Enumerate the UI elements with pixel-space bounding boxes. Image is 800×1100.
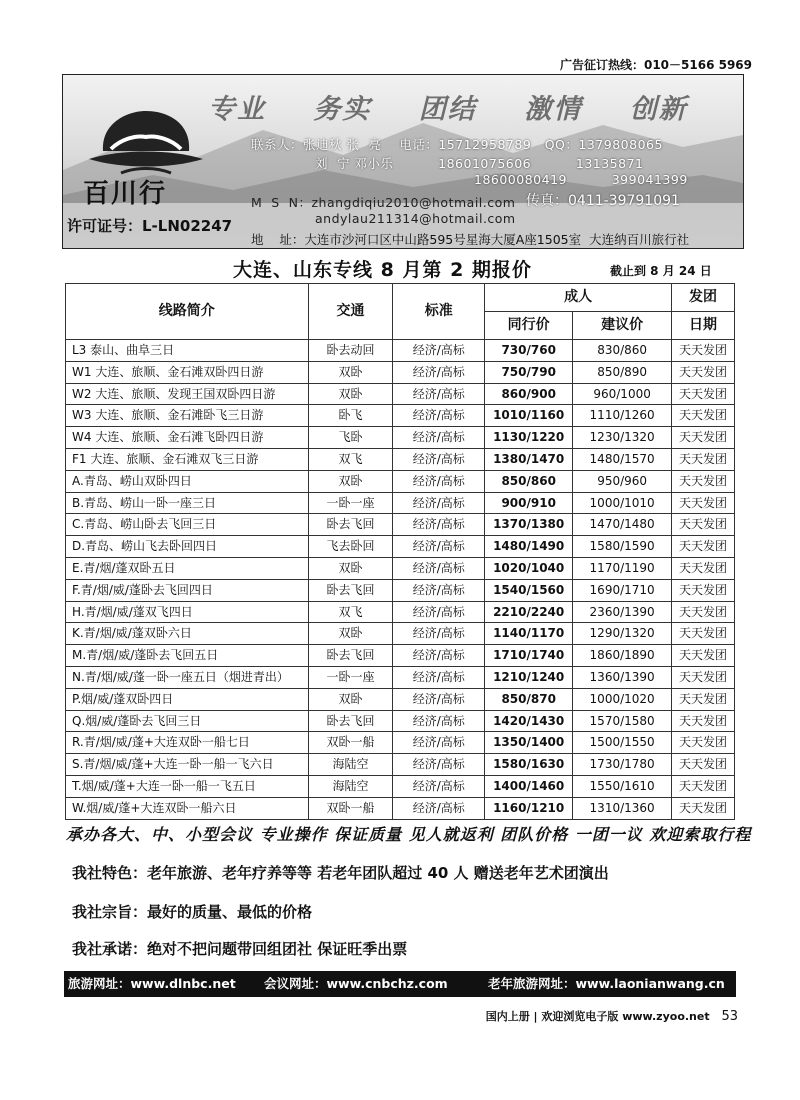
header-standard: 标准 bbox=[393, 284, 485, 340]
route-cell: F.青/烟/威/蓬卧去飞回四日 bbox=[66, 579, 309, 601]
transport-cell: 双卧一船 bbox=[308, 732, 393, 754]
transport-cell: 双卧 bbox=[308, 557, 393, 579]
meeting-website-link[interactable]: 会议网址：www.cnbchz.com bbox=[264, 976, 448, 991]
table-row bbox=[66, 797, 735, 819]
transport-cell: 卧去飞回 bbox=[308, 514, 393, 536]
route-cell: W3 大连、旅顺、金石滩卧飞三日游 bbox=[66, 405, 309, 427]
license-number: 许可证号：L-LN02247 bbox=[67, 217, 233, 235]
header-adult: 成人 bbox=[485, 284, 672, 312]
table-row bbox=[66, 405, 735, 427]
depart-cell: 天天发团 bbox=[672, 427, 735, 449]
suggest-price-cell: 1730/1780 bbox=[573, 754, 672, 776]
standard-cell: 经济/高标 bbox=[393, 427, 485, 449]
table-row bbox=[66, 383, 735, 405]
table-row bbox=[66, 732, 735, 754]
slogan: 专业 bbox=[208, 94, 266, 125]
suggest-price-cell: 1470/1480 bbox=[573, 514, 672, 536]
suggest-price-cell: 1290/1320 bbox=[573, 623, 672, 645]
standard-cell: 经济/高标 bbox=[393, 732, 485, 754]
peer-price-cell: 850/870 bbox=[485, 688, 573, 710]
peer-price-cell: 850/860 bbox=[485, 470, 573, 492]
transport-cell: 卧去飞回 bbox=[308, 645, 393, 667]
header-date: 日期 bbox=[672, 312, 735, 340]
route-cell: R.青/烟/威/蓬+大连双卧一船七日 bbox=[66, 732, 309, 754]
route-cell: L3 泰山、曲阜三日 bbox=[66, 340, 309, 362]
depart-cell: 天天发团 bbox=[672, 688, 735, 710]
table-row bbox=[66, 754, 735, 776]
standard-cell: 经济/高标 bbox=[393, 710, 485, 732]
depart-cell: 天天发团 bbox=[672, 666, 735, 688]
suggest-price-cell: 1550/1610 bbox=[573, 775, 672, 797]
suggest-price-cell: 1570/1580 bbox=[573, 710, 672, 732]
peer-price-cell: 1710/1740 bbox=[485, 645, 573, 667]
header-suggest-price: 建议价 bbox=[573, 312, 672, 340]
standard-cell: 经济/高标 bbox=[393, 557, 485, 579]
standard-cell: 经济/高标 bbox=[393, 623, 485, 645]
route-cell: W4 大连、旅顺、金石滩飞卧四日游 bbox=[66, 427, 309, 449]
depart-cell: 天天发团 bbox=[672, 645, 735, 667]
header-peer-price: 同行价 bbox=[485, 312, 573, 340]
standard-cell: 经济/高标 bbox=[393, 405, 485, 427]
route-cell: P.烟/威/蓬双卧四日 bbox=[66, 688, 309, 710]
peer-price-cell: 1140/1170 bbox=[485, 623, 573, 645]
price-table bbox=[65, 283, 735, 820]
depart-cell: 天天发团 bbox=[672, 623, 735, 645]
peer-price-cell: 2210/2240 bbox=[485, 601, 573, 623]
route-cell: M.青/烟/威/蓬卧去飞回五日 bbox=[66, 645, 309, 667]
route-cell: T.烟/威/蓬+大连一卧一船一飞五日 bbox=[66, 775, 309, 797]
depart-cell: 天天发团 bbox=[672, 448, 735, 470]
peer-price-cell: 1540/1560 bbox=[485, 579, 573, 601]
depart-cell: 天天发团 bbox=[672, 754, 735, 776]
travel-website-link[interactable]: 旅游网址：www.dlnbc.net bbox=[68, 976, 236, 991]
suggest-price-cell: 830/860 bbox=[573, 340, 672, 362]
table-row bbox=[66, 448, 735, 470]
table-row bbox=[66, 688, 735, 710]
ad-hotline: 广告征订热线：010－5166 5969 bbox=[559, 58, 752, 72]
suggest-price-cell: 1690/1710 bbox=[573, 579, 672, 601]
transport-cell: 双飞 bbox=[308, 448, 393, 470]
peer-price-cell: 1210/1240 bbox=[485, 666, 573, 688]
agency-promise: 我社承诺：绝对不把问题带回组团社 保证旺季出票 bbox=[72, 940, 408, 958]
standard-cell: 经济/高标 bbox=[393, 666, 485, 688]
depart-cell: 天天发团 bbox=[672, 405, 735, 427]
depart-cell: 天天发团 bbox=[672, 797, 735, 819]
transport-cell: 双卧 bbox=[308, 470, 393, 492]
table-row bbox=[66, 557, 735, 579]
depart-cell: 天天发团 bbox=[672, 383, 735, 405]
depart-cell: 天天发团 bbox=[672, 775, 735, 797]
standard-cell: 经济/高标 bbox=[393, 688, 485, 710]
transport-cell: 双卧 bbox=[308, 688, 393, 710]
transport-cell: 双卧 bbox=[308, 361, 393, 383]
transport-cell: 海陆空 bbox=[308, 754, 393, 776]
depart-cell: 天天发团 bbox=[672, 557, 735, 579]
contact-line-2: 刘 宁 邓小乐 18601075606 13135871 bbox=[315, 156, 644, 171]
suggest-price-cell: 1580/1590 bbox=[573, 536, 672, 558]
transport-cell: 卧去动回 bbox=[308, 340, 393, 362]
standard-cell: 经济/高标 bbox=[393, 448, 485, 470]
peer-price-cell: 1350/1400 bbox=[485, 732, 573, 754]
suggest-price-cell: 1000/1010 bbox=[573, 492, 672, 514]
route-cell: E.青/烟/蓬双卧五日 bbox=[66, 557, 309, 579]
standard-cell: 经济/高标 bbox=[393, 645, 485, 667]
transport-cell: 卧去飞回 bbox=[308, 710, 393, 732]
table-row bbox=[66, 514, 735, 536]
suggest-price-cell: 850/890 bbox=[573, 361, 672, 383]
footer-text: 国内上册 | 欢迎浏览电子版 www.zyoo.net bbox=[485, 1010, 710, 1023]
contact-line-3: 18600080419 399041399 bbox=[474, 172, 688, 187]
suggest-price-cell: 1000/1020 bbox=[573, 688, 672, 710]
depart-cell: 天天发团 bbox=[672, 361, 735, 383]
depart-cell: 天天发团 bbox=[672, 514, 735, 536]
suggest-price-cell: 1860/1890 bbox=[573, 645, 672, 667]
transport-cell: 双卧 bbox=[308, 383, 393, 405]
standard-cell: 经济/高标 bbox=[393, 579, 485, 601]
peer-price-cell: 1480/1490 bbox=[485, 536, 573, 558]
table-row bbox=[66, 775, 735, 797]
table-row bbox=[66, 470, 735, 492]
agency-features: 我社特色：老年旅游、老年疗养等等 若老年团队超过 40 人 赠送老年艺术团演出 bbox=[72, 864, 609, 882]
table-row bbox=[66, 579, 735, 601]
logo-text: 百川行 bbox=[83, 179, 168, 209]
peer-price-cell: 1130/1220 bbox=[485, 427, 573, 449]
standard-cell: 经济/高标 bbox=[393, 383, 485, 405]
suggest-price-cell: 1500/1550 bbox=[573, 732, 672, 754]
table-row bbox=[66, 536, 735, 558]
standard-cell: 经济/高标 bbox=[393, 340, 485, 362]
table-row bbox=[66, 601, 735, 623]
peer-price-cell: 1020/1040 bbox=[485, 557, 573, 579]
suggest-price-cell: 1110/1260 bbox=[573, 405, 672, 427]
agency-banner bbox=[62, 74, 744, 249]
route-cell: W1 大连、旅顺、金石滩双卧四日游 bbox=[66, 361, 309, 383]
standard-cell: 经济/高标 bbox=[393, 514, 485, 536]
calligraphy-banner: 承办各大、中、小型会议 专业操作 保证质量 见人就返利 团队价格 一团一议 欢迎索取行程 bbox=[66, 825, 752, 844]
suggest-price-cell: 1360/1390 bbox=[573, 666, 672, 688]
agency-tenet: 我社宗旨：最好的质量、最低的价格 bbox=[72, 903, 313, 921]
slogan: 创新 bbox=[629, 94, 688, 125]
header-transport: 交通 bbox=[308, 284, 393, 340]
slogan: 团结 bbox=[418, 94, 477, 125]
page-footer bbox=[486, 1008, 738, 1024]
route-cell: C.青岛、崂山卧去飞回三日 bbox=[66, 514, 309, 536]
route-cell: F1 大连、旅顺、金石滩双飞三日游 bbox=[66, 448, 309, 470]
standard-cell: 经济/高标 bbox=[393, 492, 485, 514]
route-cell: N.青/烟/威/蓬一卧一座五日（烟进青出） bbox=[66, 666, 309, 688]
peer-price-cell: 1010/1160 bbox=[485, 405, 573, 427]
peer-price-cell: 1580/1630 bbox=[485, 754, 573, 776]
msn-line-2: andylau211314@hotmail.com bbox=[315, 211, 516, 226]
depart-cell: 天天发团 bbox=[672, 470, 735, 492]
transport-cell: 卧飞 bbox=[308, 405, 393, 427]
page-number: 53 bbox=[721, 1009, 738, 1024]
website-bar bbox=[64, 971, 736, 997]
depart-cell: 天天发团 bbox=[672, 710, 735, 732]
depart-cell: 天天发团 bbox=[672, 340, 735, 362]
table-row bbox=[66, 645, 735, 667]
address: 地 址：大连市沙河口区中山路595号星海大厦A座1505室 大连纳百川旅行社 bbox=[251, 232, 690, 247]
depart-cell: 天天发团 bbox=[672, 536, 735, 558]
page-title: 大连、山东专线 8 月第 2 期报价 bbox=[233, 259, 532, 281]
msn-line-1: M S N：zhangdiqiu2010@hotmail.com bbox=[251, 195, 516, 210]
suggest-price-cell: 2360/1390 bbox=[573, 601, 672, 623]
suggest-price-cell: 950/960 bbox=[573, 470, 672, 492]
contact-line-1: 联系人：张迪秋 张 亮 电话：15712958789 QQ：1379808065 bbox=[251, 137, 663, 152]
table-row bbox=[66, 427, 735, 449]
fax-number: 传真：0411-39791091 bbox=[526, 193, 680, 209]
peer-price-cell: 900/910 bbox=[485, 492, 573, 514]
suggest-price-cell: 1310/1360 bbox=[573, 797, 672, 819]
table-row bbox=[66, 492, 735, 514]
standard-cell: 经济/高标 bbox=[393, 470, 485, 492]
peer-price-cell: 1420/1430 bbox=[485, 710, 573, 732]
transport-cell: 飞去卧回 bbox=[308, 536, 393, 558]
peer-price-cell: 1400/1460 bbox=[485, 775, 573, 797]
transport-cell: 双卧 bbox=[308, 623, 393, 645]
suggest-price-cell: 1170/1190 bbox=[573, 557, 672, 579]
route-cell: H.青/烟/威/蓬双飞四日 bbox=[66, 601, 309, 623]
deadline: 截止到 8 月 24 日 bbox=[610, 264, 712, 278]
transport-cell: 卧去飞回 bbox=[308, 579, 393, 601]
depart-cell: 天天发团 bbox=[672, 601, 735, 623]
peer-price-cell: 1160/1210 bbox=[485, 797, 573, 819]
depart-cell: 天天发团 bbox=[672, 579, 735, 601]
table-row bbox=[66, 710, 735, 732]
table-row bbox=[66, 361, 735, 383]
standard-cell: 经济/高标 bbox=[393, 775, 485, 797]
slogan: 务实 bbox=[313, 94, 372, 125]
route-cell: S.青/烟/威/蓬+大连一卧一船一飞六日 bbox=[66, 754, 309, 776]
standard-cell: 经济/高标 bbox=[393, 797, 485, 819]
route-cell: D.青岛、崂山飞去卧回四日 bbox=[66, 536, 309, 558]
standard-cell: 经济/高标 bbox=[393, 536, 485, 558]
route-cell: W.烟/威/蓬+大连双卧一船六日 bbox=[66, 797, 309, 819]
senior-website-link[interactable]: 老年旅游网址：www.laonianwang.cn bbox=[488, 976, 725, 991]
suggest-price-cell: 1480/1570 bbox=[573, 448, 672, 470]
transport-cell: 飞卧 bbox=[308, 427, 393, 449]
table-row bbox=[66, 623, 735, 645]
standard-cell: 经济/高标 bbox=[393, 754, 485, 776]
slogans bbox=[208, 87, 714, 126]
depart-cell: 天天发团 bbox=[672, 732, 735, 754]
transport-cell: 双飞 bbox=[308, 601, 393, 623]
route-cell: K.青/烟/威/蓬双卧六日 bbox=[66, 623, 309, 645]
suggest-price-cell: 960/1000 bbox=[573, 383, 672, 405]
route-cell: B.青岛、崂山一卧一座三日 bbox=[66, 492, 309, 514]
route-cell: Q.烟/威/蓬卧去飞回三日 bbox=[66, 710, 309, 732]
price-table-body bbox=[66, 340, 735, 820]
route-cell: W2 大连、旅顺、发现王国双卧四日游 bbox=[66, 383, 309, 405]
header-route: 线路简介 bbox=[66, 284, 309, 340]
depart-cell: 天天发团 bbox=[672, 492, 735, 514]
peer-price-cell: 730/760 bbox=[485, 340, 573, 362]
peer-price-cell: 750/790 bbox=[485, 361, 573, 383]
table-row bbox=[66, 666, 735, 688]
transport-cell: 一卧一座 bbox=[308, 492, 393, 514]
peer-price-cell: 860/900 bbox=[485, 383, 573, 405]
route-cell: A.青岛、崂山双卧四日 bbox=[66, 470, 309, 492]
standard-cell: 经济/高标 bbox=[393, 601, 485, 623]
peer-price-cell: 1370/1380 bbox=[485, 514, 573, 536]
standard-cell: 经济/高标 bbox=[393, 361, 485, 383]
peer-price-cell: 1380/1470 bbox=[485, 448, 573, 470]
header-depart: 发团 bbox=[672, 284, 735, 312]
slogan: 激情 bbox=[524, 94, 583, 125]
transport-cell: 一卧一座 bbox=[308, 666, 393, 688]
table-row bbox=[66, 340, 735, 362]
transport-cell: 双卧一船 bbox=[308, 797, 393, 819]
transport-cell: 海陆空 bbox=[308, 775, 393, 797]
suggest-price-cell: 1230/1320 bbox=[573, 427, 672, 449]
